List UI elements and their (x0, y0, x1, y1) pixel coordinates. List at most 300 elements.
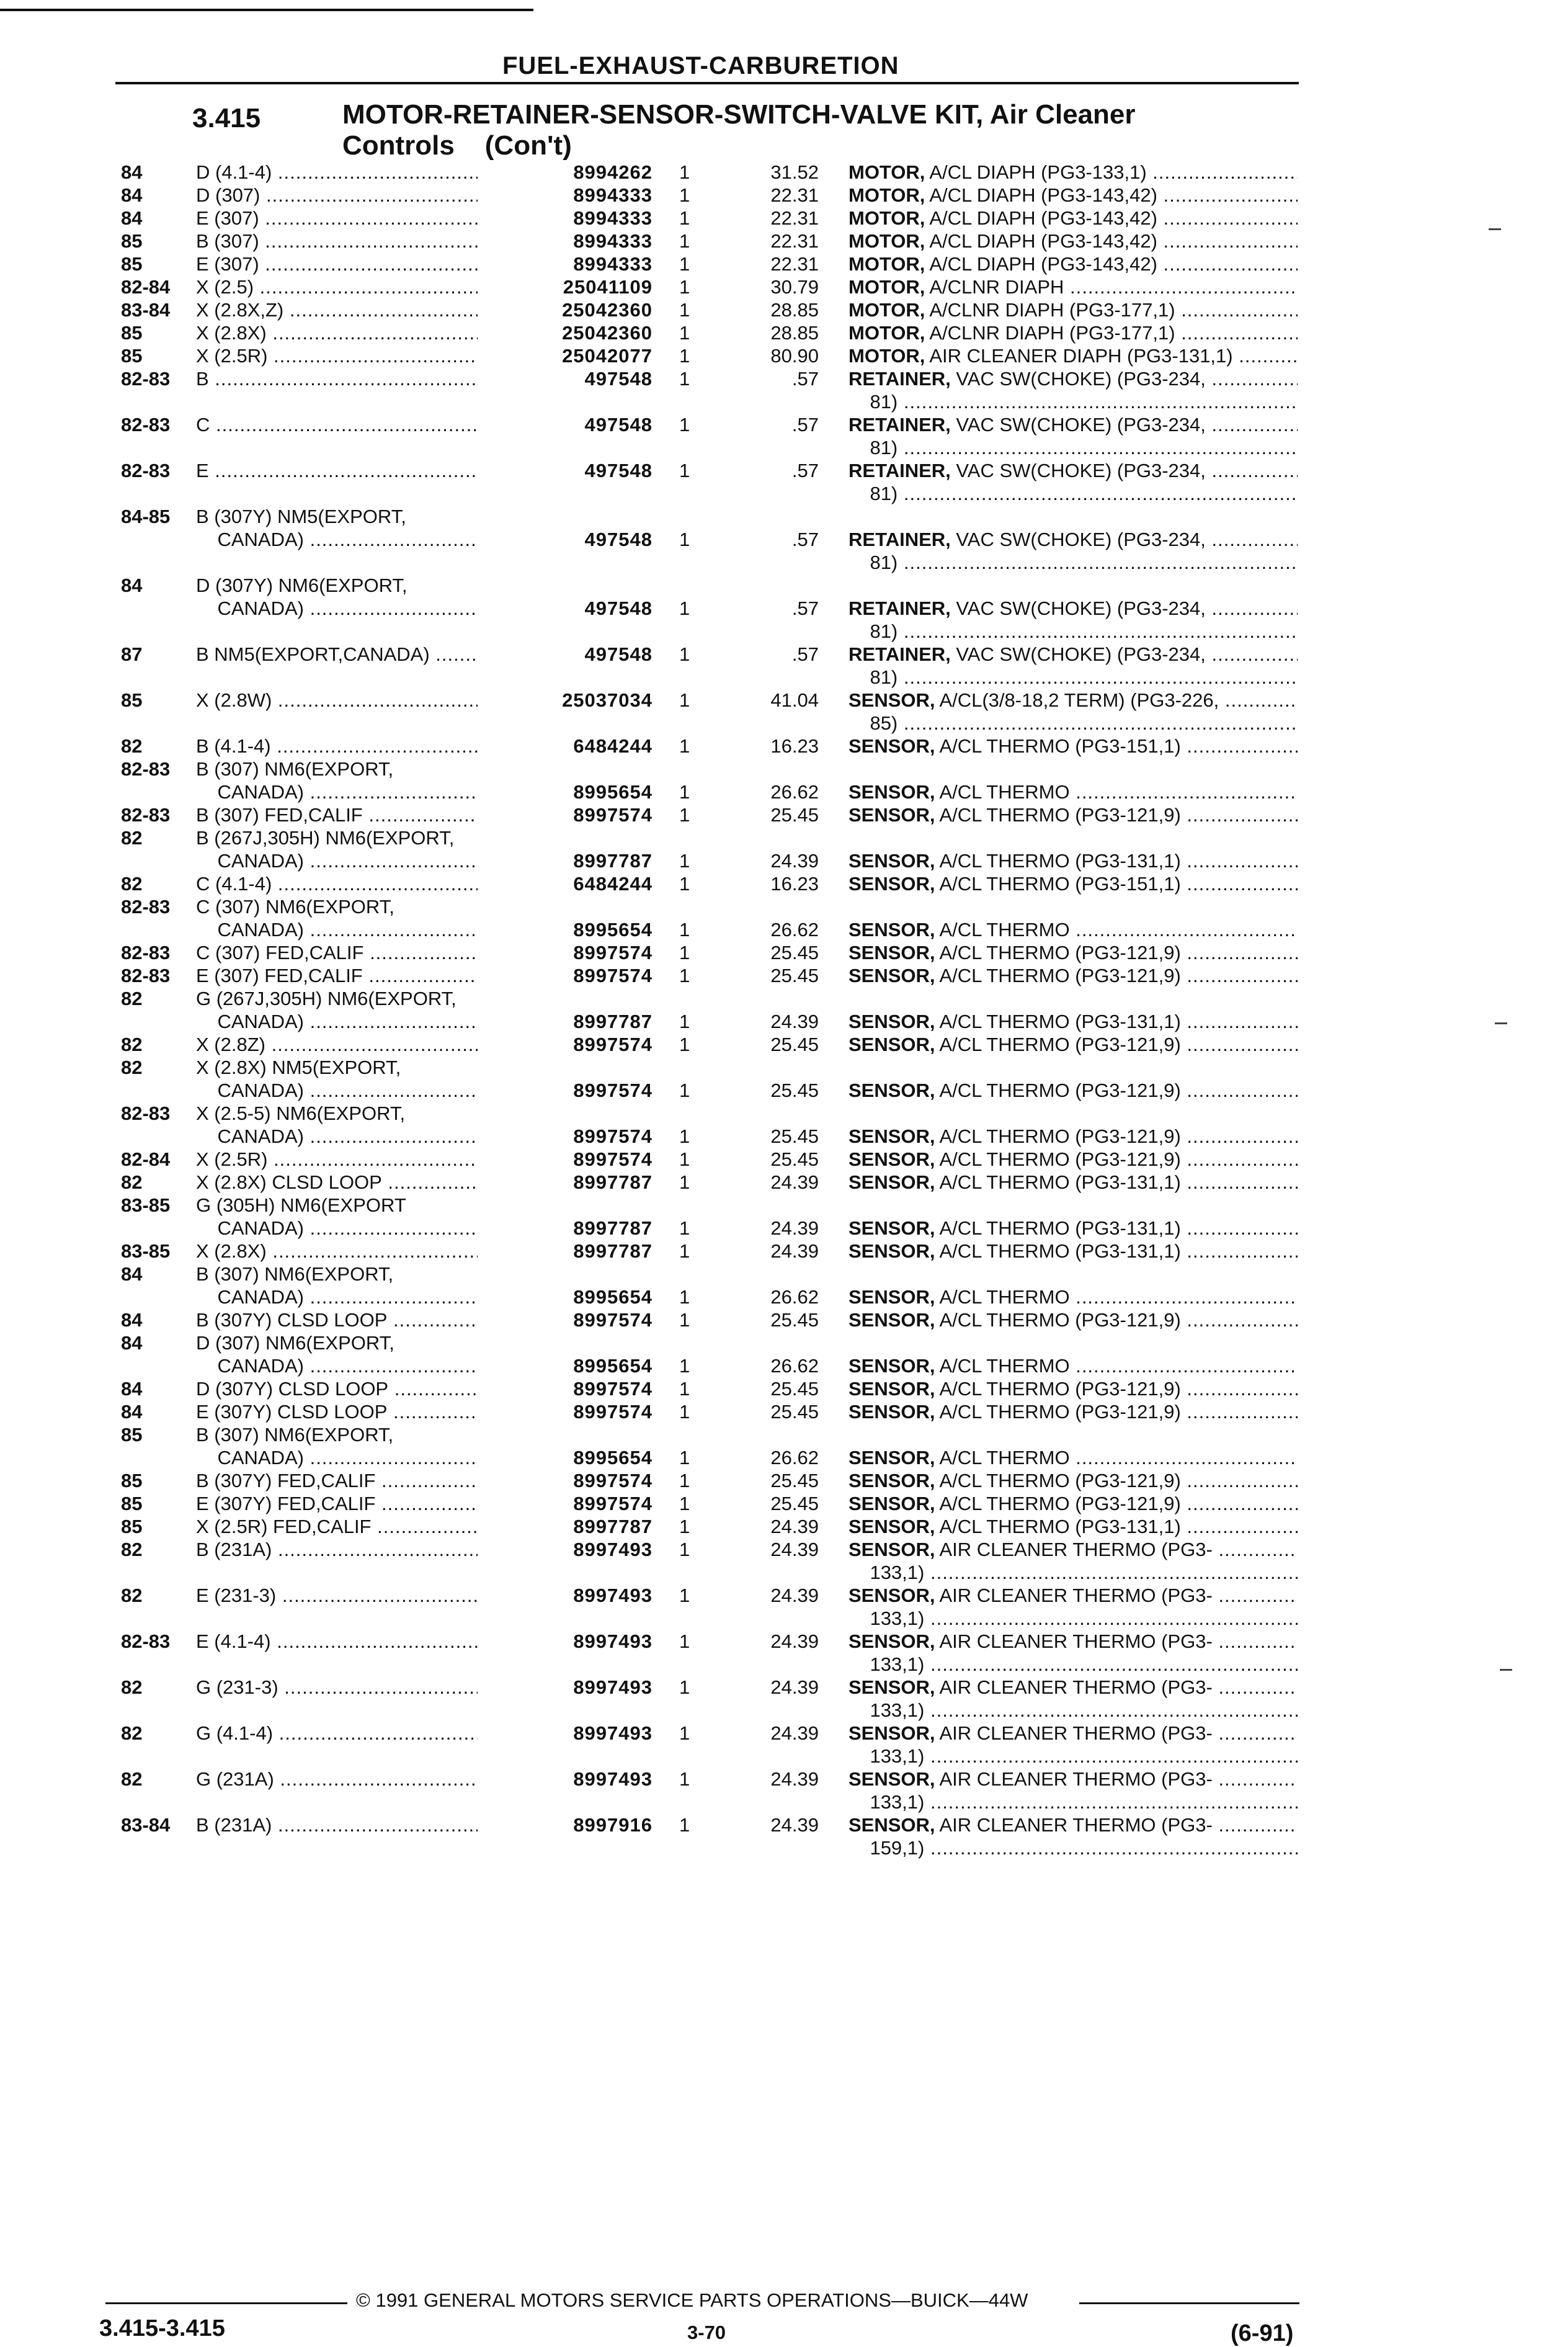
part-detail: A/CL THERMO (PG3-121,9) (939, 965, 1181, 986)
price: 25.45 (770, 1125, 819, 1147)
part-detail: 81) (849, 666, 898, 688)
quantity: 1 (679, 1171, 690, 1193)
part-name: SENSOR, (849, 1171, 935, 1193)
price: 41.04 (770, 689, 819, 711)
usage-condition: D (307Y) CLSD LOOP ..... (196, 1378, 526, 1400)
part-description (849, 643, 1298, 666)
part-description (849, 1148, 1298, 1171)
quantity: 1 (679, 322, 690, 344)
part-description (849, 1562, 1298, 1584)
quantity: 1 (679, 1217, 690, 1239)
part-description (849, 620, 1298, 643)
part-detail: A/CL THERMO (PG3-131,1) (939, 1217, 1181, 1239)
part-number: 25041109 (478, 276, 653, 298)
usage-condition: X (2.8X) CLSD LOOP ..... (196, 1171, 526, 1194)
part-number: 25037034 (478, 689, 653, 712)
table-row (0, 666, 1568, 689)
quantity: 1 (679, 735, 690, 757)
model-year: 82 (121, 1676, 143, 1698)
part-description (849, 299, 1298, 321)
part-detail: 81) (849, 620, 898, 642)
model-year: 82 (121, 1585, 143, 1606)
model-year: 82-83 (121, 965, 171, 986)
part-name: SENSOR, (849, 1125, 935, 1147)
part-detail: A/CL THERMO (PG3-121,9) (939, 1148, 1181, 1170)
part-description (849, 1791, 1298, 1813)
model-year: 84 (121, 1378, 143, 1400)
model-year: 85 (121, 1493, 143, 1514)
table-row (0, 1401, 1568, 1423)
table-row (0, 1447, 1568, 1469)
part-number: 497548 (478, 597, 653, 620)
part-detail: VAC SW(CHOKE) (PG3-234, (956, 460, 1206, 481)
part-number: 497548 (478, 529, 653, 551)
section-name-line2: Controls (Con't) (342, 130, 572, 161)
part-description (849, 781, 1298, 803)
part-description (849, 1745, 1298, 1768)
part-description (849, 1539, 1298, 1561)
table-row (0, 1125, 1568, 1148)
part-number: 6484244 (478, 873, 653, 895)
usage-condition: CANADA) ..... (196, 919, 526, 941)
price: 24.39 (770, 1585, 819, 1606)
part-detail: A/CL THERMO (PG3-121,9) (939, 1401, 1181, 1423)
part-number: 8997574 (478, 965, 653, 987)
part-detail: A/CL THERMO (PG3-121,9) (939, 1125, 1181, 1147)
part-detail: A/CLNR DIAPH (PG3-177,1) (929, 299, 1175, 321)
usage-condition: X (2.5R) ..... (196, 1148, 526, 1171)
table-row (0, 460, 1568, 482)
table-row (0, 506, 1568, 528)
quantity: 1 (679, 230, 690, 252)
usage-condition: D (307) NM6(EXPORT, (196, 1332, 394, 1354)
part-number: 8997787 (478, 1171, 653, 1194)
part-name: SENSOR, (849, 1630, 935, 1652)
table-row (0, 896, 1568, 918)
quantity: 1 (679, 850, 690, 872)
price: 28.85 (770, 322, 819, 344)
price: 24.39 (770, 1539, 819, 1560)
quantity: 1 (679, 1630, 690, 1652)
part-name: SENSOR, (849, 781, 935, 803)
model-year: 82-84 (121, 1148, 171, 1170)
part-number: 8997493 (478, 1630, 653, 1653)
table-row (0, 299, 1568, 321)
section-number: 3.415 (192, 103, 261, 133)
part-description (849, 1653, 1298, 1676)
table-row (0, 1470, 1568, 1492)
usage-condition: B (307) FED,CALIF ..... (196, 804, 526, 826)
part-name: SENSOR, (849, 1378, 935, 1400)
part-detail: 133,1) (849, 1791, 925, 1813)
usage-condition: C (307) NM6(EXPORT, (196, 896, 394, 918)
table-row (0, 1217, 1568, 1240)
usage-condition: B (231A) ..... (196, 1814, 526, 1836)
part-description (849, 184, 1298, 207)
part-detail: A/CLNR DIAPH (PG3-177,1) (929, 322, 1175, 344)
part-number: 8997574 (478, 1125, 653, 1148)
footer-page-number: 3-70 (687, 2322, 726, 2343)
usage-condition: D (307) ..... (196, 184, 526, 207)
table-row (0, 552, 1568, 574)
model-year: 85 (121, 1470, 143, 1491)
model-year: 85 (121, 322, 143, 344)
part-name: MOTOR, (849, 276, 925, 298)
part-name: SENSOR, (849, 1011, 935, 1032)
price: 16.23 (770, 735, 819, 757)
price: 25.45 (770, 1309, 819, 1331)
price: 25.45 (770, 1148, 819, 1170)
table-row (0, 965, 1568, 987)
quantity: 1 (679, 345, 690, 367)
table-row (0, 253, 1568, 275)
quantity: 1 (679, 1516, 690, 1537)
usage-condition: X (2.8X) ..... (196, 322, 526, 344)
part-number: 8995654 (478, 781, 653, 803)
part-description (849, 804, 1298, 826)
table-row (0, 1791, 1568, 1813)
table-row (0, 1585, 1568, 1607)
table-row (0, 873, 1568, 895)
usage-condition: G (305H) NM6(EXPORT (196, 1194, 406, 1216)
part-name: SENSOR, (849, 1539, 935, 1560)
price: 25.45 (770, 1493, 819, 1514)
part-number: 8997574 (478, 1148, 653, 1171)
model-year: 82-83 (121, 942, 171, 963)
model-year: 85 (121, 1424, 143, 1446)
part-name: SENSOR, (849, 1217, 935, 1239)
part-detail: AIR CLEANER DIAPH (PG3-131,1) (929, 345, 1233, 367)
quantity: 1 (679, 529, 690, 550)
part-detail: A/CLNR DIAPH (929, 276, 1064, 298)
part-detail: 81) (849, 483, 898, 504)
model-year: 82 (121, 1722, 143, 1744)
price: 25.45 (770, 1034, 819, 1055)
part-detail: VAC SW(CHOKE) (PG3-234, (956, 529, 1206, 550)
model-year: 82-83 (121, 414, 171, 436)
model-year: 82-83 (121, 804, 171, 826)
part-description (849, 345, 1298, 367)
part-description (849, 919, 1298, 941)
table-row (0, 1263, 1568, 1285)
part-detail: 133,1) (849, 1653, 925, 1675)
part-description (849, 1011, 1298, 1033)
part-number: 8997574 (478, 942, 653, 964)
part-detail: A/CL DIAPH (PG3-133,1) (929, 161, 1147, 183)
part-name: SENSOR, (849, 1722, 935, 1744)
price: 22.31 (770, 207, 819, 229)
model-year: 87 (121, 643, 143, 665)
model-year: 82-83 (121, 1102, 171, 1124)
part-number: 497548 (478, 368, 653, 390)
part-number: 8997787 (478, 1516, 653, 1538)
table-row (0, 1722, 1568, 1745)
usage-condition: X (2.5R) FED,CALIF ..... (196, 1516, 526, 1538)
quantity: 1 (679, 942, 690, 963)
table-row (0, 1745, 1568, 1768)
table-row (0, 827, 1568, 849)
part-description (849, 597, 1298, 620)
quantity: 1 (679, 1447, 690, 1469)
part-number: 8997574 (478, 1401, 653, 1423)
part-detail: A/CL THERMO (PG3-121,9) (939, 1309, 1181, 1331)
part-name: SENSOR, (849, 873, 935, 895)
part-detail: VAC SW(CHOKE) (PG3-234, (956, 597, 1206, 619)
table-row (0, 322, 1568, 344)
part-description (849, 666, 1298, 689)
model-year: 83-85 (121, 1240, 171, 1262)
price: 30.79 (770, 276, 819, 298)
price: 25.45 (770, 1470, 819, 1491)
part-detail: A/CL(3/8-18,2 TERM) (PG3-226, (939, 689, 1219, 711)
part-name: SENSOR, (849, 1240, 935, 1262)
model-year: 82 (121, 1768, 143, 1790)
table-row (0, 1607, 1568, 1630)
part-detail: 159,1) (849, 1837, 925, 1859)
part-name: SENSOR, (849, 1516, 935, 1537)
usage-condition: X (2.8Z) ..... (196, 1034, 526, 1056)
part-number: 8995654 (478, 1447, 653, 1469)
quantity: 1 (679, 207, 690, 229)
part-description (849, 689, 1298, 712)
table-row (0, 1493, 1568, 1515)
model-year: 82 (121, 735, 143, 757)
part-detail: A/CL DIAPH (PG3-143,42) (929, 207, 1157, 229)
table-row (0, 161, 1568, 184)
section-name-line1: MOTOR-RETAINER-SENSOR-SWITCH-VALVE KIT, Air Cleaner (342, 99, 1136, 130)
model-year: 82-83 (121, 368, 171, 390)
part-detail: VAC SW(CHOKE) (PG3-234, (956, 414, 1206, 436)
part-detail: A/CL THERMO (PG3-131,1) (939, 850, 1181, 872)
price: 26.62 (770, 1286, 819, 1308)
usage-condition: B (307) NM6(EXPORT, (196, 758, 394, 780)
table-row (0, 1034, 1568, 1056)
usage-condition: C (307) FED,CALIF ..... (196, 942, 526, 964)
table-row (0, 1814, 1568, 1836)
quantity: 1 (679, 414, 690, 436)
quantity: 1 (679, 1585, 690, 1606)
table-row (0, 1240, 1568, 1263)
quantity: 1 (679, 1493, 690, 1514)
part-description (849, 1768, 1298, 1790)
price: 26.62 (770, 781, 819, 803)
part-name: SENSOR, (849, 1447, 935, 1469)
part-description (849, 873, 1298, 895)
part-description (849, 529, 1298, 551)
table-row (0, 620, 1568, 643)
part-number: 497548 (478, 460, 653, 482)
part-detail: 81) (849, 391, 898, 413)
table-row (0, 391, 1568, 413)
usage-condition: E (307Y) CLSD LOOP ..... (196, 1401, 526, 1423)
model-year: 82-83 (121, 758, 171, 780)
quantity: 1 (679, 643, 690, 665)
table-row (0, 735, 1568, 758)
table-row (0, 712, 1568, 735)
table-row (0, 781, 1568, 803)
usage-condition: E (4.1-4) ..... (196, 1630, 526, 1653)
price: .57 (791, 460, 819, 481)
model-year: 83-85 (121, 1194, 171, 1216)
part-detail: A/CL THERMO (PG3-151,1) (939, 735, 1181, 757)
table-row (0, 1148, 1568, 1171)
model-year: 82 (121, 1539, 143, 1560)
usage-condition: X (2.5-5) NM6(EXPORT, (196, 1102, 406, 1124)
price: 26.62 (770, 1447, 819, 1469)
model-year: 85 (121, 689, 143, 711)
part-name: SENSOR, (849, 1034, 935, 1055)
part-name: MOTOR, (849, 322, 925, 344)
part-detail: A/CL THERMO (PG3-121,9) (939, 1034, 1181, 1055)
quantity: 1 (679, 1309, 690, 1331)
quantity: 1 (679, 781, 690, 803)
model-year: 84 (121, 1263, 143, 1285)
part-description (849, 1286, 1298, 1308)
table-row (0, 1309, 1568, 1331)
table-row (0, 942, 1568, 964)
part-number: 497548 (478, 643, 653, 666)
quantity: 1 (679, 597, 690, 619)
margin-mark (1489, 228, 1501, 230)
price: 24.39 (770, 1768, 819, 1790)
usage-condition: B (307) NM6(EXPORT, (196, 1263, 394, 1285)
table-row (0, 643, 1568, 666)
table-row (0, 1171, 1568, 1194)
price: 25.45 (770, 1378, 819, 1400)
part-detail: A/CL THERMO (PG3-121,9) (939, 1493, 1181, 1514)
usage-condition: E (307) FED,CALIF ..... (196, 965, 526, 987)
part-number: 8995654 (478, 919, 653, 941)
model-year: 82 (121, 1057, 143, 1078)
part-name: RETAINER, (849, 529, 951, 550)
price: 25.45 (770, 965, 819, 986)
part-number: 8997574 (478, 1493, 653, 1515)
part-description (849, 1607, 1298, 1630)
part-description (849, 1814, 1298, 1836)
table-row (0, 1539, 1568, 1561)
table-row (0, 1102, 1568, 1125)
price: 22.31 (770, 230, 819, 252)
part-description (849, 1355, 1298, 1377)
part-name: RETAINER, (849, 597, 951, 619)
part-name: SENSOR, (849, 1355, 935, 1377)
part-detail: A/CL THERMO (939, 1286, 1070, 1308)
part-detail: A/CL THERMO (PG3-121,9) (939, 1378, 1181, 1400)
price: 24.39 (770, 1011, 819, 1032)
part-name: RETAINER, (849, 460, 951, 481)
table-row (0, 1355, 1568, 1377)
part-number: 8997787 (478, 1240, 653, 1263)
table-row (0, 414, 1568, 436)
part-description (849, 276, 1298, 298)
part-name: RETAINER, (849, 643, 951, 665)
model-year: 83-84 (121, 299, 171, 321)
part-description (849, 414, 1298, 436)
part-description (849, 1080, 1298, 1102)
price: 24.39 (770, 1676, 819, 1698)
usage-condition: G (4.1-4) ..... (196, 1722, 526, 1745)
usage-condition: X (2.8W) ..... (196, 689, 526, 712)
part-number: 8997493 (478, 1722, 653, 1745)
quantity: 1 (679, 919, 690, 941)
usage-condition: CANADA) ..... (196, 1217, 526, 1240)
part-description (849, 230, 1298, 253)
part-number: 8994333 (478, 230, 653, 253)
part-description (849, 1447, 1298, 1469)
part-detail: 133,1) (849, 1562, 925, 1583)
quantity: 1 (679, 299, 690, 321)
table-row (0, 1286, 1568, 1308)
part-number: 25042360 (478, 299, 653, 321)
usage-condition: B (231A) ..... (196, 1539, 526, 1561)
part-detail: 133,1) (849, 1607, 925, 1629)
price: 24.39 (770, 1240, 819, 1262)
part-detail: A/CL THERMO (939, 919, 1070, 941)
price: .57 (791, 414, 819, 436)
part-number: 497548 (478, 414, 653, 436)
table-row (0, 804, 1568, 826)
margin-mark (1500, 1669, 1512, 1671)
model-year: 82-84 (121, 276, 171, 298)
table-row (0, 1768, 1568, 1790)
part-detail: A/CL THERMO (PG3-151,1) (939, 873, 1181, 895)
scan-edge-line (0, 9, 533, 11)
usage-condition: E ..... (196, 460, 526, 482)
model-year: 85 (121, 230, 143, 252)
price: 25.45 (770, 1080, 819, 1101)
part-number: 8997574 (478, 1470, 653, 1492)
part-name: MOTOR, (849, 207, 925, 229)
part-name: SENSOR, (849, 942, 935, 963)
usage-condition: X (2.8X) ..... (196, 1240, 526, 1263)
table-row (0, 1424, 1568, 1446)
part-description (849, 1378, 1298, 1400)
price: 24.39 (770, 1217, 819, 1239)
section-name (342, 99, 1136, 161)
part-name: SENSOR, (849, 1401, 935, 1423)
part-number: 8995654 (478, 1355, 653, 1377)
title-rule (115, 82, 1299, 84)
usage-condition: CANADA) ..... (196, 1080, 526, 1102)
model-year: 82 (121, 827, 143, 849)
usage-condition: B (307Y) NM5(EXPORT, (196, 506, 406, 527)
part-detail: A/CL THERMO (PG3-121,9) (939, 1080, 1181, 1101)
price: .57 (791, 643, 819, 665)
table-row (0, 1516, 1568, 1538)
part-description (849, 965, 1298, 987)
part-description (849, 1217, 1298, 1240)
table-row (0, 368, 1568, 390)
usage-condition: B (307) NM6(EXPORT, (196, 1424, 394, 1446)
usage-condition: B (267J,305H) NM6(EXPORT, (196, 827, 455, 849)
part-name: SENSOR, (849, 1286, 935, 1308)
model-year: 82-83 (121, 1630, 171, 1652)
usage-condition: G (231-3) ..... (196, 1676, 526, 1699)
quantity: 1 (679, 276, 690, 298)
part-name: SENSOR, (849, 804, 935, 826)
footer-rule-left (105, 2302, 347, 2304)
table-row (0, 919, 1568, 941)
table-row (0, 276, 1568, 298)
part-number: 8997574 (478, 1080, 653, 1102)
usage-condition: CANADA) ..... (196, 850, 526, 872)
part-name: SENSOR, (849, 1814, 935, 1836)
table-row (0, 345, 1568, 367)
quantity: 1 (679, 1378, 690, 1400)
usage-condition: B (307Y) FED,CALIF ..... (196, 1470, 526, 1492)
usage-condition: E (307Y) FED,CALIF ..... (196, 1493, 526, 1515)
usage-condition: B NM5(EXPORT,CANADA) ..... (196, 643, 526, 666)
